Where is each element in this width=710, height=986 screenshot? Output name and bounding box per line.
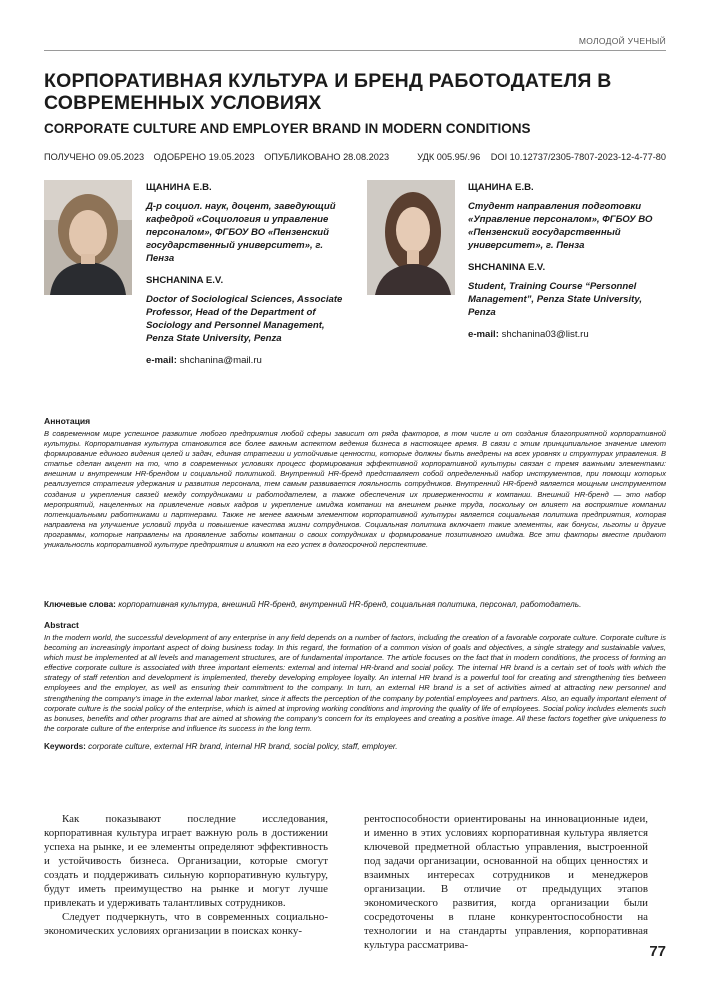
abstract-text: In the modern world, the successful development of any enterprise in any field depends on a number of factors, including the creation of a favorable corporate culture. Corporate culture is becoming an increasingly important aspect of doing business today. In this regard, the formation of a common vision of goals and objectives, a single strategy and sustainable values, which must be implemented at all levels and management structures, are of fundamental importance. The article focuses on the fact that in modern conditions, the process of forming an effective corporate culture is associated with three important elements: external and internal HR-brand and social policy. The internal HR brand is a certain set of tools with which the strategy of staff retention and development is implemented, thereby developing employee loyalty. An internal HR brand is a powerful tool for creating and strengthening ties between employees and the employer, as well as ensuring their commitment to the company. In turn, an external HR brand is a set of activities aimed at attracting new personnel and strengthening the company’s image in the external labor market, since it affects the perception of the company by potential employees and partners. Also, an equally important element of corporate culture is the social policy of the enterprise, which is aimed at improving working conditions and improving the quality of life of employees. Social policy includes elements such as bonuses, benefits and other programs that are aimed at showing the company’s concern for its employees and creating a positive image. All these factors together give uniqueness to the corporate culture of the enterprise and influence its success in the long term. [44,633,666,733]
article-title-en: CORPORATE CULTURE AND EMPLOYER BRAND IN MODERN CONDITIONS [44,121,531,136]
keywords-ru [44,600,666,610]
author-2-name-en: SHCHANINA E.V. [468,262,546,273]
author-2-affiliation-en: Student, Training Course “Personnel Management”, Penza State University, Penza [468,281,642,318]
annotation-section [44,416,666,550]
email-label: e-mail: [146,355,177,366]
running-head [44,36,666,51]
author-2-info [468,181,668,341]
author-1-affiliation-en: Doctor of Sociological Sciences, Associate Professor, Head of the Department of Sociology and Personnel Management, Penza State University, Penza [146,294,343,344]
author-1-email[interactable]: shchanina@mail.ru [179,355,262,366]
keywords-en-label: Keywords: [44,742,86,751]
author-2-email[interactable]: shchanina03@list.ru [501,329,589,340]
abstract-heading: Abstract [44,620,79,630]
udk-code: УДК 005.95/.96 [417,152,481,162]
body-paragraph: Как показывают последние исследования, корпоративная культура играет важную роль в достижении успеха на рынке, и ее элементы определяют эффективность и устойчивость бизнеса. Организации, которые смогут создать и поддерживать сильную корпоративную культуру, будут иметь преимущество на рынке и могут лучше привлекать и удерживать талантливых сотрудников. [44,813,328,909]
author-2-photo [367,180,455,295]
body-column-right [364,812,648,952]
journal-section-label: МОЛОДОЙ УЧЕНЫЙ [578,36,666,46]
keywords-ru-label: Ключевые слова: [44,600,116,609]
author-2-email-line [468,328,668,341]
approved-date: ОДОБРЕНО 19.05.2023 [153,152,255,162]
annotation-text: В современном мире успешное развитие любого предприятия любой сферы зависит от ряда факторов, в том числе и от создания благоприятной корпоративной культуры. Корпоративная культура становится все более важным аспектом ведения бизнеса в настоящее время. В связи с этим принципиальное значение имеют формирование единого видения целей и задач, единая стратегии и устойчивые ценности, которые должны быть внедрены на всех уровнях и структурах управления. В статье сделан акцент на то, что в современных условиях процесс формирования эффективной корпоративной культуры связан с тремя важными элементами: внешним и внутренним HR-брендом и социальной политикой. Внутренний HR-бренд представляет собой определенный набор инструментов, при помощи которых реализуется стратегия удержания и развития персонала, тем самым развивается лояльность сотрудников. Внутренний HR-бренд является мощным инструментом создания и укрепления связей между сотрудниками и работодателем, а также обеспечения их приверженности к компании. Внешний HR-бренд — это набор мероприятий, нацеленных на привлечение новых кадров и укрепление имиджа компании на внешнем рынке труда, поскольку он влияет на восприятие компании потенциальными работниками и партнерами. Также не менее важным элементом корпоративной культуры является социальная политика предприятия, которая направлена на улучшение условий труда и повышение качества жизни сотрудников. Социальная политика включает такие элементы, как бонусы, льготы и другие программы, которые направлены на проявление заботы компании о своих сотрудниках и формирование позитивного имиджа. Все эти факторы вместе придают уникальность корпоративной культуре предприятия и влияют на его успех в долгосрочной перспективе. [44,429,666,550]
published-date: ОПУБЛИКОВАНО 28.08.2023 [264,152,390,162]
author-2-affiliation-ru: Студент направления подготовки «Управление персоналом», ФГБОУ ВО «Пензенский государственный университет», г. Пенза [468,201,653,251]
author-1-email-line [146,354,346,367]
author-1-name-ru: ЩАНИНА Е.В. [146,182,212,193]
author-1-affiliation-ru: Д-р социол. наук, доцент, заведующий кафедрой «Социология и управление персоналом», ФГБОУ ВО «Пензенский государственный университет», г. Пенза [146,201,336,264]
author-2-name-ru: ЩАНИНА Е.В. [468,182,534,193]
body-column-left [44,812,328,938]
author-1-name-en: SHCHANINA E.V. [146,275,224,286]
body-paragraph: рентоспособности ориентированы на инновационные идеи, и именно в этих условиях корпоративная культура является ключевой предметной областью управления, выстроенной под задачи организации, основанной на общих ценностях и взаимных интересах сотрудников и менеджеров организации. В отличие от предыдущих этапов экономического развития, когда организации были сосредоточены в плане конкурентоспособности на технологии и на стандарты управления, корпоративная культура рассматрива- [364,813,648,951]
received-date: ПОЛУЧЕНО 09.05.2023 [44,152,145,162]
publication-meta [44,152,666,162]
abstract-section [44,620,666,734]
keywords-ru-text: корпоративная культура, внешний HR-бренд, внутренний HR-бренд, социальная политика, персонал, работодатель. [118,600,582,609]
doi-link[interactable]: DOI 10.12737/2305-7807-2023-12-4-77-80 [490,152,666,162]
keywords-en [44,742,666,752]
author-1-info [146,181,346,367]
annotation-heading: Аннотация [44,416,91,426]
body-paragraph: Следует подчеркнуть, что в современных социально-экономических условиях организации в поисках конку- [44,911,328,937]
author-1-photo [44,180,132,295]
article-title-ru: КОРПОРАТИВНАЯ КУЛЬТУРА И БРЕНД РАБОТОДАТЕЛЯ В СОВРЕМЕННЫХ УСЛОВИЯХ [44,70,612,114]
email-label: e-mail: [468,329,499,340]
page-number: 77 [649,943,666,960]
keywords-en-text: corporate culture, external HR brand, internal HR brand, social policy, staff, employer. [88,742,398,751]
